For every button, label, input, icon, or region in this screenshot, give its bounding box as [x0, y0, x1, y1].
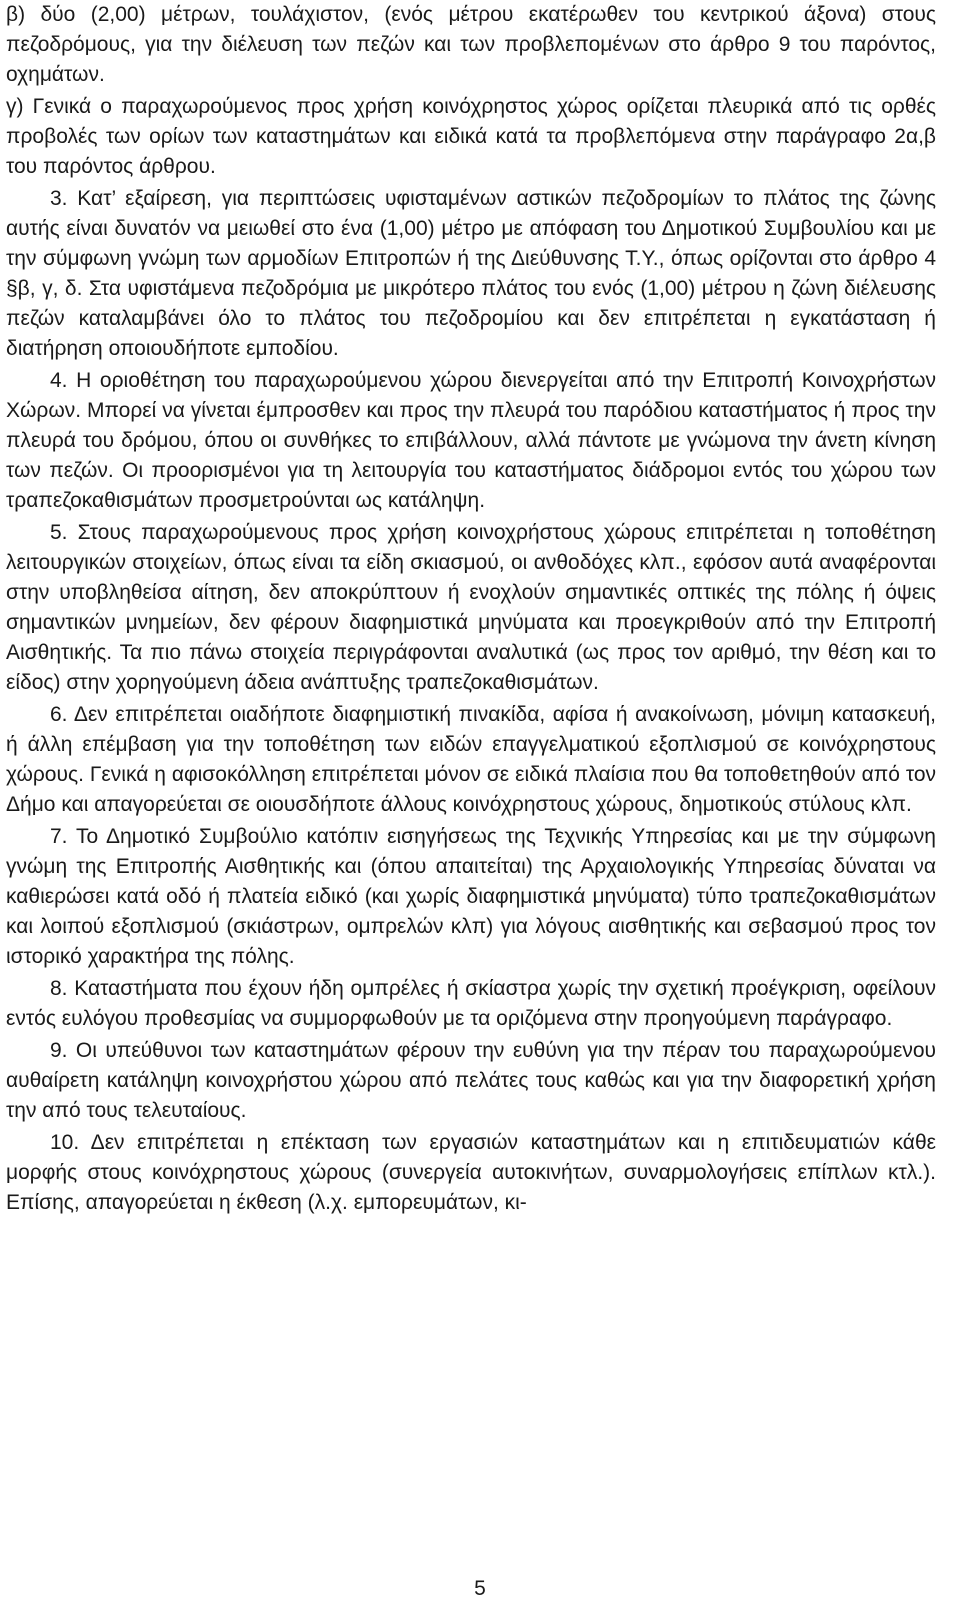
paragraph-5: 5. Στους παραχωρούμενους προς χρήση κοινοχρήστους χώρους επιτρέπεται η τοποθέτηση λειτουργικών στοιχείων, όπως είναι τα είδη σκιασμού, οι ανθοδόχες κλπ., εφόσον αυτά αναφέρονται στην υποβληθείσα αίτηση, δεν αποκρύπτουν ή ενοχλούν σημαντικές οπτικές της πόλης ή όψεις σημαντικών μνημείων, δεν φέρουν διαφημιστικά μηνύματα και προεγκριθούν από την Επιτροπή Αισθητικής. Τα πιο πάνω στοιχεία περιγράφονται αναλυτικά (ως προς τον αριθμό, την θέση και το είδος) στην χορηγούμενη άδεια ανάπτυξης τραπεζοκαθισμάτων. — [6, 521, 936, 694]
page-number: 5 — [474, 1577, 486, 1600]
paragraph-7: 7. Το Δημοτικό Συμβούλιο κατόπιν εισηγήσεως της Τεχνικής Υπηρεσίας και με την σύμφωνη γνώμη της Επιτροπής Αισθητικής και (όπου απαιτείται) της Αρχαιολογικής Υπηρεσίας δύναται να καθιερώσει κατά οδό ή πλατεία ειδικό (και χωρίς διαφημιστικά μηνύματα) τύπο τραπεζοκαθισμάτων και λοιπού εξοπλισμού (σκιάστρων, ομπρελών κλπ) για λόγους αισθητικής και σεβασμού προς τον ιστορικό χαρακτήρα της πόλης. — [6, 825, 936, 968]
paragraph-2c: γ) Γενικά ο παραχωρούμενος προς χρήση κοινόχρηστος χώρος ορίζεται πλευρικά από τις ορθές προβολές των ορίων των καταστημάτων και ειδικά κατά τα προβλεπόμενα στην παράγραφο 2α,β του παρόντος άρθρου. — [6, 95, 936, 178]
paragraph-3: 3. Κατ’ εξαίρεση, για περιπτώσεις υφισταμένων αστικών πεζοδρομίων το πλάτος της ζώνης αυτής είναι δυνατόν να μειωθεί στο ένα (1,00) μέτρο με απόφαση του Δημοτικού Συμβουλίου και με την σύμφωνη γνώμη των αρμοδίων Επιτροπών ή της Διεύθυνσης Τ.Υ., όπως ορίζονται στο άρθρο 4 §β, γ, δ. Στα υφιστάμενα πεζοδρόμια με μικρότερο πλάτος του ενός (1,00) μέτρου η ζώνη διέλευσης πεζών καταλαμβάνει όλο το πλάτος του πεζοδρομίου και δεν επιτρέπεται η εγκατάσταση ή διατήρηση οποιουδήποτε εμποδίου. — [6, 187, 936, 360]
paragraph-10: 10. Δεν επιτρέπεται η επέκταση των εργασιών καταστημάτων και η επιτιδευματιών κάθε μορφής στους κοινόχρηστους χώρους (συνεργεία αυτοκινήτων, συναρμολογήσεις επίπλων κτλ.). Επίσης, απαγορεύεται η έκθεση (λ.χ. εμπορευμάτων, κι- — [6, 1131, 936, 1214]
paragraph-9: 9. Οι υπεύθυνοι των καταστημάτων φέρουν την ευθύνη για την πέραν του παραχωρούμενου αυθαίρετη κατάληψη κοινοχρήστου χώρου από πελάτες τους καθώς και για την διαφορετική χρήση την από τους τελευταίους. — [6, 1039, 936, 1122]
paragraph-2b-continuation: β) δύο (2,00) μέτρων, τουλάχιστον, (ενός μέτρου εκατέρωθεν του κεντρικού άξονα) στους πεζοδρόμους, για την διέλευση των πεζών και των προβλεπομένων στο άρθρο 9 του παρόντος, οχημάτων. — [6, 3, 936, 86]
paragraph-6: 6. Δεν επιτρέπεται οιαδήποτε διαφημιστική πινακίδα, αφίσα ή ανακοίνωση, μόνιμη κατασκευή, ή άλλη επέμβαση για την τοποθέτηση των ειδών επαγγελματικού εξοπλισμού σε κοινόχρηστους χώρους. Γενικά η αφισοκόλληση επιτρέπεται μόνον σε ειδικά πλαίσια που θα τοποθετηθούν από τον Δήμο και απαγορεύεται σε οιουσδήποτε άλλους κοινόχρηστους χώρους, δημοτικούς στύλους κλπ. — [6, 703, 936, 816]
document-page — [6, 0, 936, 1218]
paragraph-8: 8. Καταστήματα που έχουν ήδη ομπρέλες ή σκίαστρα χωρίς την σχετική προέγκριση, οφείλουν εντός ευλόγου προθεσμίας να συμμορφωθούν με τα οριζόμενα στην προηγούμενη παράγραφο. — [6, 977, 936, 1030]
paragraph-4: 4. Η οριοθέτηση του παραχωρούμενου χώρου διενεργείται από την Επιτροπή Κοινοχρήστων Χώρων. Μπορεί να γίνεται έμπροσθεν και προς την πλευρά του παρόδιου καταστήματος ή προς την πλευρά του δρόμου, όπου οι συνθήκες το επιβάλλουν, αλλά πάντοτε με γνώμονα την άνετη κίνηση των πεζών. Οι προορισμένοι για τη λειτουργία του καταστήματος διάδρομοι εντός του χώρου των τραπεζοκαθισμάτων προσμετρούνται ως κατάληψη. — [6, 369, 936, 512]
